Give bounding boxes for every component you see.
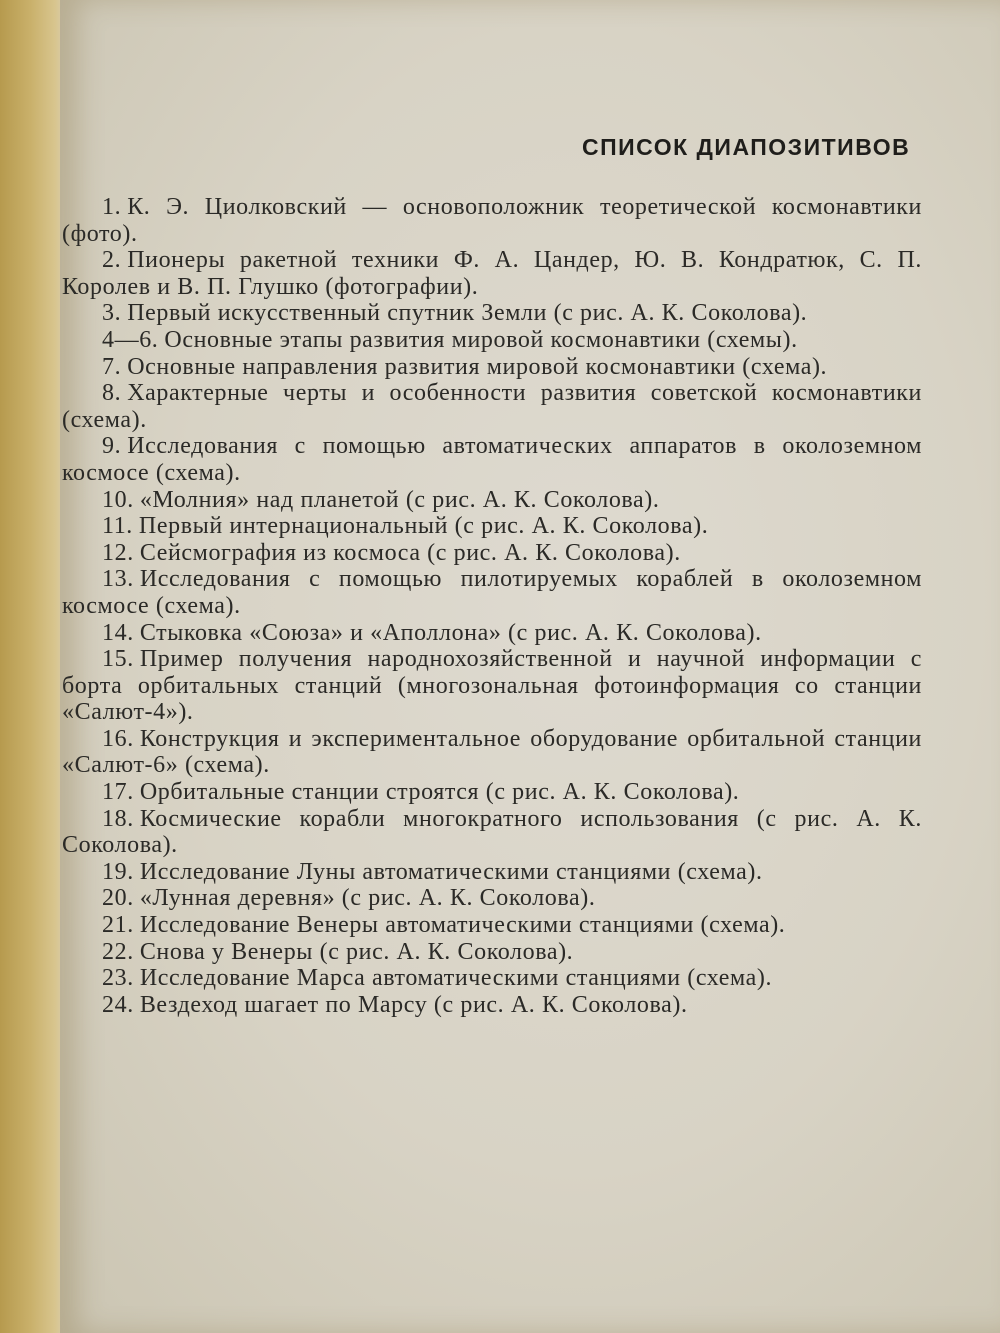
item-number: 7.: [102, 353, 122, 380]
item-number: 18.: [102, 805, 134, 832]
item-text: Снова у Венеры (с рис. А. К. Соколова).: [139, 938, 574, 965]
item-number: 15.: [102, 646, 134, 673]
item-text: Стыковка «Союза» и «Аполлона» (с рис. А. К. Соколова).: [139, 619, 762, 646]
list-item: [62, 912, 922, 939]
item-number: 14.: [102, 619, 134, 646]
item-text: Пример получения народнохозяйственной и научной информации с борта орбитальных станций (многозональная фотоинформация со станции «Салют-4»).: [62, 646, 922, 726]
item-text: Первый интернациональный (с рис. А. К. Соколова).: [138, 513, 709, 540]
list-item: [62, 885, 922, 912]
list-item: [62, 806, 922, 859]
item-text: Исследование Марса автоматическими станциями (схема).: [139, 965, 773, 992]
item-number: 20.: [102, 885, 134, 912]
item-text: Основные направления развития мировой космонавтики (схема).: [127, 353, 828, 380]
item-text: Сейсмография из космоса (с рис. А. К. Соколова).: [139, 539, 681, 566]
list-item: [62, 540, 922, 567]
list-item: [62, 965, 922, 992]
item-text: К. Э. Циолковский — основоположник теоретической космонавтики (фото).: [62, 194, 922, 247]
item-text: Исследования с помощью автоматических аппаратов в околоземном космосе (схема).: [62, 433, 922, 486]
item-number: 13.: [102, 566, 134, 593]
list-item: [62, 992, 922, 1019]
item-number: 22.: [102, 938, 134, 965]
list-item: [62, 513, 922, 540]
list-item: [62, 779, 922, 806]
item-number: 11.: [102, 513, 133, 540]
item-text: Первый искусственный спутник Земли (с рис. А. К. Соколова).: [127, 300, 808, 327]
item-text: Исследования с помощью пилотируемых кораблей в околоземном космосе (схема).: [62, 566, 922, 619]
page-title: СПИСОК ДИАПОЗИТИВОВ: [582, 134, 911, 160]
list-item: [62, 327, 922, 354]
item-text: Вездеход шагает по Марсу (с рис. А. К. Соколова).: [139, 991, 688, 1018]
list-item: [62, 433, 922, 486]
item-text: Характерные черты и особенности развития советской космонавтики (схема).: [62, 380, 922, 433]
item-number: 4—6.: [102, 326, 159, 353]
item-text: Орбитальные станции строятся (с рис. А. К. Соколова).: [139, 779, 740, 806]
item-text: Основные этапы развития мировой космонавтики (схемы).: [164, 326, 798, 353]
list-item: [62, 380, 922, 433]
item-number: 21.: [102, 912, 134, 939]
item-number: 2.: [102, 247, 122, 274]
item-text: Пионеры ракетной техники Ф. А. Цандер, Ю. В. Кондратюк, С. П. Королев и В. П. Глушко (фотографии).: [62, 247, 922, 300]
list-item: [62, 566, 922, 619]
list-item: [62, 194, 922, 247]
item-number: 19.: [102, 858, 134, 885]
item-number: 1.: [102, 194, 122, 220]
list-item: [62, 1045, 922, 1072]
list-item: [62, 939, 922, 966]
list-item: [62, 620, 922, 647]
list-item: [62, 300, 922, 327]
item-text: Конструкция и экспериментальное оборудование орбитальной станции «Салют-6» (схема).: [62, 725, 922, 779]
item-number: 10.: [102, 486, 134, 513]
item-number: 8.: [102, 380, 122, 407]
list-item: [62, 859, 922, 886]
item-text: Исследование Венеры автоматическими станциями (схема).: [139, 912, 786, 939]
item-number: 9.: [102, 433, 122, 460]
list-item: [62, 487, 922, 514]
list-item: [62, 247, 922, 300]
item-number: 3.: [102, 300, 122, 327]
item-number: 12.: [102, 539, 134, 566]
item-text: «Молния» над планетой (с рис. А. К. Соколова).: [139, 486, 660, 513]
list-item: [62, 646, 922, 726]
list-item: [62, 726, 922, 779]
slide-list: [62, 194, 922, 1072]
list-item: [62, 1018, 922, 1045]
item-number: 17.: [102, 779, 134, 806]
item-text: «Лунная деревня» (с рис. А. К. Соколова).: [139, 885, 596, 912]
item-number: 23.: [102, 965, 134, 992]
item-number: 24.: [102, 991, 134, 1018]
list-item: [62, 354, 922, 381]
item-number: 16.: [102, 725, 134, 752]
item-text: Исследование Луны автоматическими станциями (схема).: [139, 858, 763, 885]
item-text: Космические корабли многократного использования (с рис. А. К. Соколова).: [62, 805, 922, 859]
